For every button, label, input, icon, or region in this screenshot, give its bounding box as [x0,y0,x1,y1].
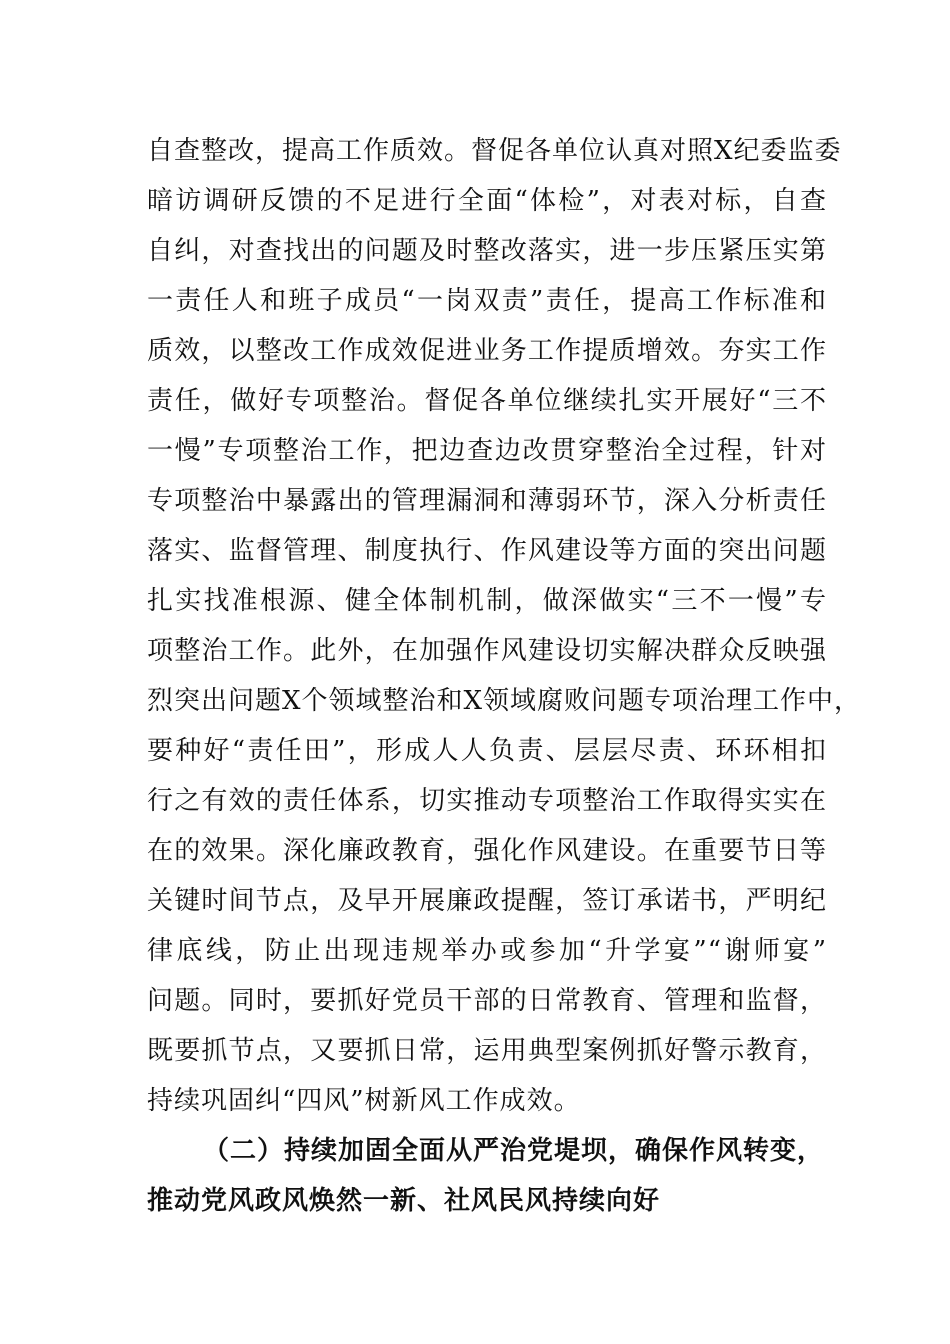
paragraph-line: 责任，做好专项整治。督促各单位继续扎实开展好“三不 [147,386,827,416]
paragraph-line: 行之有效的责任体系，切实推动专项整治工作取得实实在 [147,786,827,816]
paragraph-line: 暗访调研反馈的不足进行全面“体检”，对表对标，自查 [147,186,827,216]
paragraph-line: 一责任人和班子成员“一岗双责”责任，提高工作标准和 [147,286,827,316]
paragraph-line: 在的效果。深化廉政教育，强化作风建设。在重要节日等 [147,836,827,866]
paragraph-line: 质效，以整改工作成效促进业务工作提质增效。夯实工作 [147,336,827,366]
paragraph-line: 一慢”专项整治工作，把边查边改贯穿整治全过程，针对 [147,436,827,466]
paragraph-line: 关键时间节点，及早开展廉政提醒，签订承诺书，严明纪 [147,886,827,916]
paragraph-line: 烈突出问题X个领域整治和X领域腐败问题专项治理工作中， [147,686,862,716]
paragraph-line: 要种好“责任田”，形成人人负责、层层尽责、环环相扣 [147,736,827,766]
paragraph-line: 自查整改，提高工作质效。督促各单位认真对照X纪委监委 [147,136,842,166]
section-heading-line: 推动党风政风焕然一新、社风民风持续向好 [147,1186,661,1216]
paragraph-line: 既要抓节点，又要抓日常，运用典型案例抓好警示教育， [147,1036,827,1066]
paragraph-line: 问题。同时，要抓好党员干部的日常教育、管理和监督， [147,986,827,1016]
section-heading [147,1126,827,1226]
paragraph-line: 落实、监督管理、制度执行、作风建设等方面的突出问题 [147,536,827,566]
paragraph-line: 持续巩固纠“四风”树新风工作成效。 [147,1086,581,1116]
paragraph-line: 项整治工作。此外，在加强作风建设切实解决群众反映强 [147,636,827,666]
section-heading-line: （二）持续加固全面从严治党堤坝，确保作风转变， [203,1136,825,1166]
paragraph-line: 自纠，对查找出的问题及时整改落实，进一步压紧压实第 [147,236,827,266]
paragraph-line: 律底线，防止出现违规举办或参加“升学宴”“谢师宴” [147,936,827,966]
document-body [147,126,862,1226]
paragraph-line: 专项整治中暴露出的管理漏洞和薄弱环节，深入分析责任 [147,486,827,516]
paragraph-line: 扎实找准根源、健全体制机制，做深做实“三不一慢”专 [147,586,827,616]
